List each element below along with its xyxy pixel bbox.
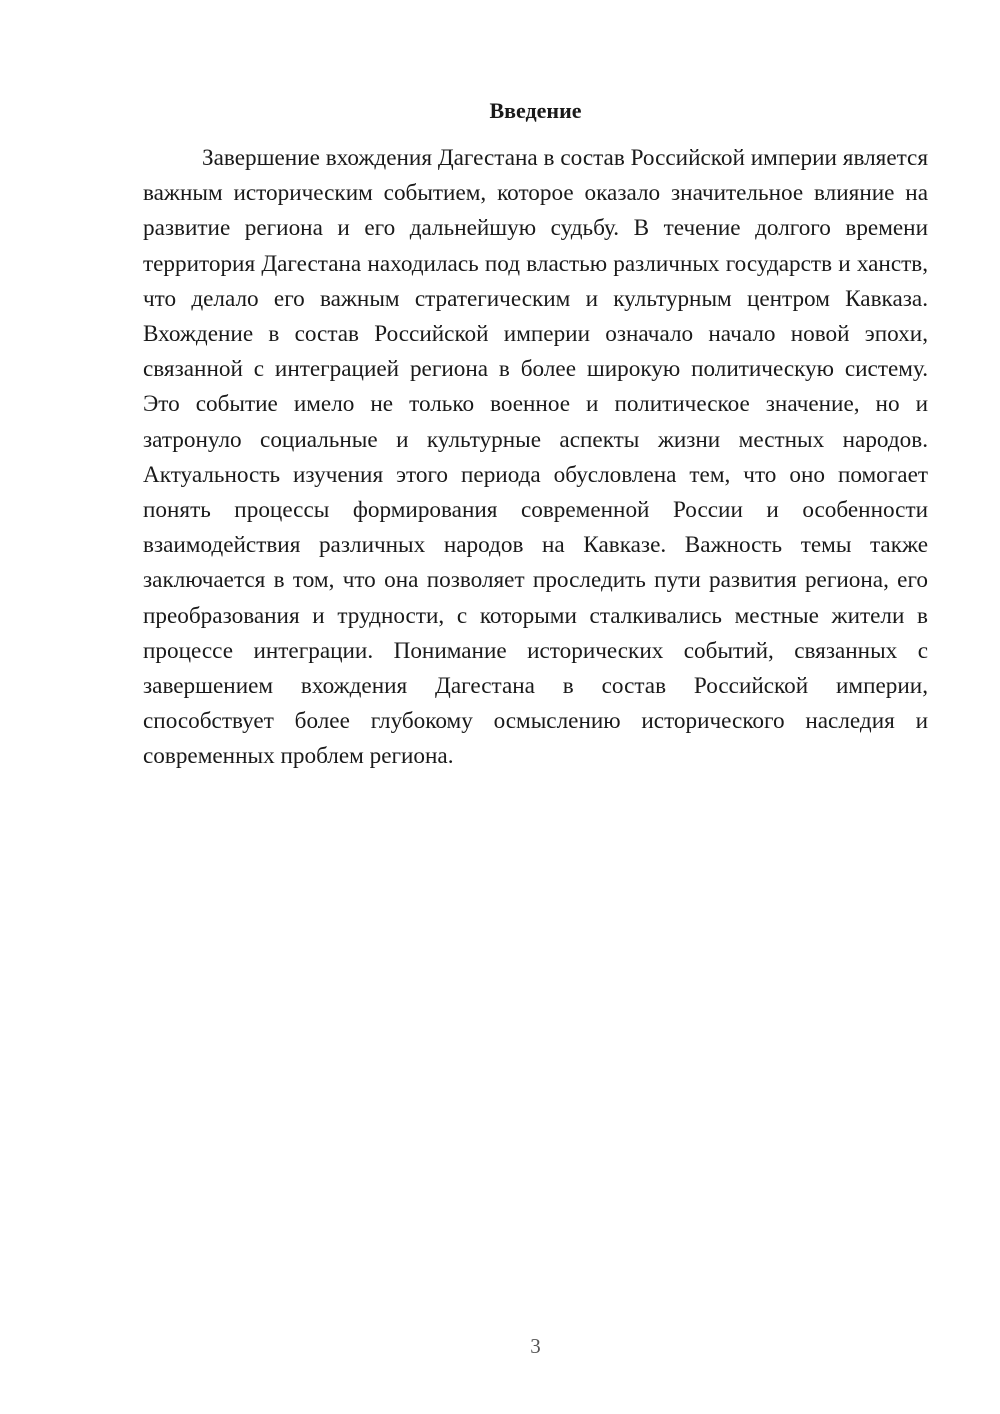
section-heading: Введение <box>489 98 582 123</box>
intro-paragraph: Завершение вхождения Дагестана в состав Российской империи является важным историческим событием, которое оказало значительное влияние на развитие региона и его дальнейшую судьбу. В течение долгого времени территория Дагестана находилась под властью различных государств и ханств, что делало его важным стратегическим и культурным центром Кавказа. Вхождение в состав Российской империи означало начало новой эпохи, связанной с интеграцией региона в более широкую политическую систему. Это событие имело не только военное и политическое значение, но и затронуло социальные и культурные аспекты жизни местных народов. Актуальность изучения этого периода обусловлена тем, что оно помогает понять процессы формирования современной России и особенности взаимодействия различных народов на Кавказе. Важность темы также заключается в том, что она позволяет проследить пути развития региона, его преобразования и трудности, с которыми сталкивались местные жители в процессе интеграции. Понимание исторических событий, связанных с завершением вхождения Дагестана в состав Российской империи, способствует более глубокому осмыслению исторического наследия и современных проблем региона. <box>143 145 928 770</box>
page-number: 3 <box>530 1334 541 1358</box>
